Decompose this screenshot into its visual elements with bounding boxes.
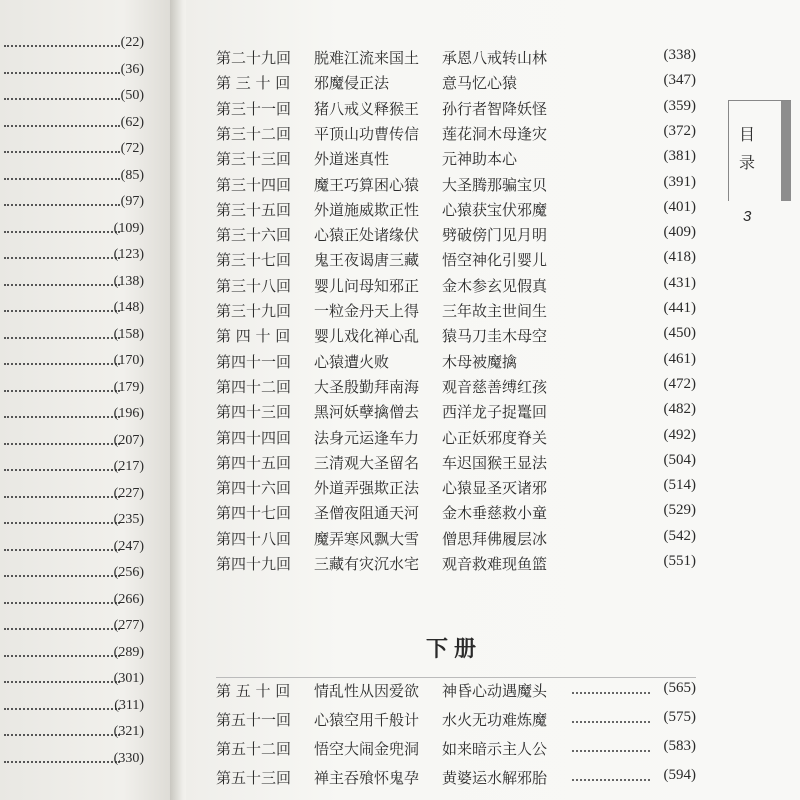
toc-page-number: (247) xyxy=(113,538,144,554)
toc-row xyxy=(216,123,696,147)
chapter-title-second: 金木垂慈救小童 xyxy=(442,504,548,523)
toc-row xyxy=(216,47,696,71)
left-toc-row xyxy=(0,696,160,720)
toc-row xyxy=(216,325,696,349)
chapter-title-second: 僧思拜佛履层冰 xyxy=(442,529,548,548)
leader-dots xyxy=(4,151,120,153)
toc-row xyxy=(216,680,696,704)
toc-row xyxy=(216,427,696,451)
toc-page-number: (514) xyxy=(663,477,696,494)
chapter-title-first: 三清观大圣留名 xyxy=(314,453,420,472)
chapter-number: 第四十四回 xyxy=(216,428,292,447)
toc-row xyxy=(216,709,696,733)
chapter-number: 第三十九回 xyxy=(216,302,292,320)
chapter-number: 第三十五回 xyxy=(216,200,292,219)
toc-page-number: (482) xyxy=(663,401,696,418)
chapter-title-second: 如来暗示主人公 xyxy=(442,740,548,758)
toc-page-number: (409) xyxy=(663,224,696,241)
toc-row xyxy=(216,401,696,425)
left-toc-row xyxy=(0,457,160,481)
volume-title: 下册 xyxy=(426,636,483,662)
toc-page-number: (256) xyxy=(113,565,144,580)
chapter-title-second: 三年故主世间生 xyxy=(442,302,548,320)
leader-dots xyxy=(4,655,120,657)
chapter-number: 第 三 十 回 xyxy=(216,74,291,93)
left-toc-row xyxy=(0,537,160,561)
chapter-number: 第四十八回 xyxy=(216,529,292,548)
chapter-number: 第四十七回 xyxy=(216,504,292,523)
leader-dots xyxy=(4,178,120,180)
chapter-title-first: 大圣殷勤拜南海 xyxy=(314,377,420,396)
left-toc-row xyxy=(0,86,160,110)
chapter-title-first: 外道施威欺正性 xyxy=(314,200,420,219)
left-toc-row xyxy=(0,139,160,163)
toc-page-number: (492) xyxy=(663,426,696,443)
chapter-title-second: 神昏心动遇魔头 xyxy=(442,682,548,700)
chapter-number: 第五十三回 xyxy=(216,769,292,787)
chapter-number: 第五十一回 xyxy=(216,711,292,729)
leader-dots xyxy=(4,363,120,365)
chapter-title-first: 一粒金丹天上得 xyxy=(314,302,420,320)
chapter-title-second: 心猿显圣灭诸邪 xyxy=(442,479,548,498)
chapter-number: 第四十九回 xyxy=(216,555,292,573)
chapter-number: 第 五 十 回 xyxy=(216,682,291,700)
toc-page-number: (179) xyxy=(113,379,144,395)
toc-page-number: (391) xyxy=(663,173,696,190)
chapter-title-first: 心猿遭火败 xyxy=(314,352,390,371)
toc-row xyxy=(216,553,696,577)
left-toc-row xyxy=(0,60,160,84)
toc-page-number: (401) xyxy=(663,198,696,215)
left-toc-row xyxy=(0,325,160,349)
leader-dots xyxy=(4,708,120,710)
chapter-title-first: 魔弄寒风飘大雪 xyxy=(314,529,420,548)
left-toc-row xyxy=(0,298,160,322)
left-toc-row xyxy=(0,166,160,190)
chapter-number: 第四十三回 xyxy=(216,403,292,422)
leader-dots xyxy=(4,257,120,259)
toc-row xyxy=(216,738,696,762)
toc-page-number: (217) xyxy=(113,459,144,474)
leader-dots xyxy=(4,681,120,683)
chapter-title-second: 西洋龙子捉鼍回 xyxy=(442,403,548,422)
chapter-title-second: 木母被魔擒 xyxy=(442,352,518,371)
chapter-title-second: 大圣腾那骗宝贝 xyxy=(442,175,548,194)
chapter-title-second: 心猿获宝伏邪魔 xyxy=(442,200,548,219)
toc-row xyxy=(216,224,696,248)
chapter-title-second: 观音慈善缚红孩 xyxy=(442,377,548,396)
toc-page-number: (504) xyxy=(663,451,696,468)
chapter-number: 第三十七回 xyxy=(216,251,292,270)
chapter-title-first: 婴儿戏化禅心乱 xyxy=(314,327,420,346)
toc-row xyxy=(216,300,696,324)
leader-dots xyxy=(4,549,120,551)
toc-row xyxy=(216,452,696,476)
toc-page-number: (138) xyxy=(113,273,144,289)
toc-row xyxy=(216,72,696,96)
toc-page-number: (62) xyxy=(120,114,144,130)
section-tab-bar xyxy=(781,101,791,201)
toc-row xyxy=(216,502,696,526)
toc-row xyxy=(216,199,696,223)
toc-row xyxy=(216,148,696,172)
toc-page-number: (551) xyxy=(663,553,696,569)
left-toc-row xyxy=(0,563,160,587)
chapter-title-first: 邪魔侵正法 xyxy=(314,74,390,93)
toc-page-number: (418) xyxy=(663,249,696,266)
toc-row xyxy=(216,98,696,122)
toc-page-number: (381) xyxy=(663,148,696,165)
chapter-title-second: 心正妖邪度脊关 xyxy=(442,428,548,447)
chapter-title-first: 心猿正处诸缘伏 xyxy=(314,226,420,245)
toc-page-number: (450) xyxy=(663,325,696,342)
toc-row xyxy=(216,174,696,198)
left-toc-row xyxy=(0,722,160,746)
leader-dots xyxy=(4,231,120,233)
toc-page-number: (301) xyxy=(113,671,144,686)
left-toc-row xyxy=(0,484,160,508)
toc-row xyxy=(216,767,696,791)
toc-page-number: (85) xyxy=(120,167,144,183)
toc-page-number: (277) xyxy=(113,618,144,633)
leader-dots xyxy=(572,750,650,752)
toc-page-number: (289) xyxy=(113,644,144,660)
chapter-title-first: 脱难江流来国土 xyxy=(314,49,420,67)
toc-page-number: (72) xyxy=(120,141,144,156)
chapter-number: 第四十六回 xyxy=(216,479,292,498)
leader-dots xyxy=(572,692,650,694)
left-toc-row xyxy=(0,431,160,455)
left-toc-row xyxy=(0,219,160,243)
chapter-title-first: 鬼王夜谒唐三藏 xyxy=(314,251,420,270)
toc-row xyxy=(216,275,696,299)
leader-dots xyxy=(572,779,650,781)
chapter-number: 第三十六回 xyxy=(216,226,292,245)
toc-page-number: (235) xyxy=(113,512,144,527)
left-page xyxy=(0,0,176,800)
toc-row xyxy=(216,477,696,501)
left-toc-row xyxy=(0,749,160,773)
toc-page-number: (170) xyxy=(113,353,144,368)
volume-divider xyxy=(216,677,696,678)
left-toc-row xyxy=(0,404,160,428)
toc-page-number: (148) xyxy=(113,300,144,315)
toc-row xyxy=(216,528,696,552)
left-toc-row xyxy=(0,590,160,614)
leader-dots xyxy=(4,337,120,339)
toc-page-number: (227) xyxy=(113,485,144,501)
chapter-title-first: 法身元运逢车力 xyxy=(314,428,420,447)
chapter-title-second: 水火无功难炼魔 xyxy=(442,711,548,729)
leader-dots xyxy=(4,310,120,312)
leader-dots xyxy=(4,204,120,206)
chapter-number: 第三十八回 xyxy=(216,276,292,295)
chapter-number: 第二十九回 xyxy=(216,49,292,67)
leader-dots xyxy=(4,284,120,286)
leader-dots xyxy=(4,443,120,445)
toc-page-number: (338) xyxy=(663,47,696,63)
leader-dots xyxy=(4,575,120,577)
toc-page-number: (472) xyxy=(663,375,696,392)
left-toc-row xyxy=(0,669,160,693)
leader-dots xyxy=(4,761,120,763)
section-tab-label: 目录 xyxy=(739,125,756,172)
chapter-title-first: 婴儿问母知邪正 xyxy=(314,276,420,295)
leader-dots xyxy=(4,45,120,47)
leader-dots xyxy=(4,390,120,392)
leader-dots xyxy=(4,98,120,100)
chapter-title-second: 孙行者智降妖怪 xyxy=(442,99,548,118)
chapter-number: 第三十四回 xyxy=(216,175,292,194)
toc-page-number: (123) xyxy=(113,247,144,262)
left-toc-row xyxy=(0,245,160,269)
chapter-title-first: 黑河妖孽擒僧去 xyxy=(314,403,420,422)
chapter-title-first: 心猿空用千般计 xyxy=(314,711,420,729)
toc-page-number: (311) xyxy=(114,697,144,713)
leader-dots xyxy=(4,734,120,736)
leader-dots xyxy=(4,469,120,471)
toc-row xyxy=(216,249,696,273)
toc-page-number: (207) xyxy=(113,432,144,448)
left-toc-row xyxy=(0,192,160,216)
toc-page-number: (347) xyxy=(663,72,696,89)
leader-dots xyxy=(4,125,120,127)
chapter-title-second: 意马忆心猿 xyxy=(442,74,518,93)
chapter-number: 第四十五回 xyxy=(216,453,292,472)
chapter-title-second: 悟空神化引婴儿 xyxy=(442,251,548,270)
toc-page-number: (372) xyxy=(663,122,696,139)
left-toc-row xyxy=(0,643,160,667)
left-toc-row xyxy=(0,616,160,640)
left-toc-row xyxy=(0,510,160,534)
chapter-number: 第五十二回 xyxy=(216,740,292,758)
chapter-title-first: 平顶山功曹传信 xyxy=(314,124,420,143)
chapter-title-first: 三藏有灾沉水宅 xyxy=(314,555,420,573)
chapter-number: 第四十二回 xyxy=(216,377,292,396)
section-tab xyxy=(728,100,791,201)
toc-page-number: (97) xyxy=(120,194,144,209)
chapter-title-first: 悟空大闹金兜洞 xyxy=(314,740,420,758)
chapter-number: 第三十一回 xyxy=(216,99,292,118)
chapter-title-second: 莲花洞木母逢灾 xyxy=(442,124,548,143)
chapter-number: 第四十一回 xyxy=(216,352,292,371)
page-number: 3 xyxy=(743,208,752,225)
left-toc-row xyxy=(0,378,160,402)
toc-page-number: (50) xyxy=(120,88,144,103)
leader-dots xyxy=(4,72,120,74)
chapter-title-first: 猪八戒义释猴王 xyxy=(314,99,420,118)
chapter-title-first: 禅主吞飱怀鬼孕 xyxy=(314,769,420,787)
chapter-number: 第三十二回 xyxy=(216,124,292,143)
toc-page-number: (330) xyxy=(113,750,144,766)
toc-page-number: (22) xyxy=(120,35,144,50)
leader-dots xyxy=(4,602,120,604)
toc-page-number: (441) xyxy=(663,300,696,316)
chapter-title-second: 元神助本心 xyxy=(442,150,518,169)
left-toc-row xyxy=(0,33,160,57)
toc-page-number: (321) xyxy=(113,724,144,739)
leader-dots xyxy=(4,628,120,630)
chapter-title-first: 情乱性从因爱欲 xyxy=(314,682,420,700)
chapter-title-first: 圣僧夜阻通天河 xyxy=(314,504,420,523)
left-toc-row xyxy=(0,272,160,296)
leader-dots xyxy=(4,416,120,418)
toc-page-number: (461) xyxy=(663,350,696,367)
toc-page-number: (594) xyxy=(663,767,696,783)
leader-dots xyxy=(4,496,120,498)
toc-page-number: (529) xyxy=(663,502,696,519)
toc-page-number: (431) xyxy=(663,274,696,291)
left-toc-row xyxy=(0,351,160,375)
chapter-title-first: 外道弄强欺正法 xyxy=(314,479,420,498)
toc-page-number: (36) xyxy=(120,61,144,77)
leader-dots xyxy=(572,721,650,723)
toc-page-number: (565) xyxy=(663,680,696,696)
toc-page-number: (196) xyxy=(113,406,144,421)
chapter-number: 第 四 十 回 xyxy=(216,327,291,346)
toc-page-number: (583) xyxy=(663,738,696,754)
chapter-title-second: 承恩八戒转山林 xyxy=(442,49,548,67)
chapter-title-first: 魔王巧算困心猿 xyxy=(314,175,420,194)
chapter-title-second: 黄婆运水解邪胎 xyxy=(442,769,548,787)
chapter-title-second: 车迟国猴王显法 xyxy=(442,453,548,472)
toc-page-number: (542) xyxy=(663,527,696,544)
chapter-title-second: 猿马刀圭木母空 xyxy=(442,327,548,346)
toc-page-number: (359) xyxy=(663,97,696,114)
toc-row xyxy=(216,351,696,375)
toc-row xyxy=(216,376,696,400)
chapter-number: 第三十三回 xyxy=(216,150,292,169)
toc-page-number: (109) xyxy=(113,220,144,236)
left-toc-row xyxy=(0,113,160,137)
toc-page-number: (158) xyxy=(113,326,144,342)
toc-page-number: (266) xyxy=(113,591,144,607)
chapter-title-second: 观音救难现鱼篮 xyxy=(442,555,548,573)
leader-dots xyxy=(4,522,120,524)
toc-page-number: (575) xyxy=(663,709,696,725)
chapter-title-first: 外道迷真性 xyxy=(314,150,390,169)
chapter-title-second: 金木参玄见假真 xyxy=(442,276,548,295)
chapter-title-second: 劈破傍门见月明 xyxy=(442,226,548,245)
